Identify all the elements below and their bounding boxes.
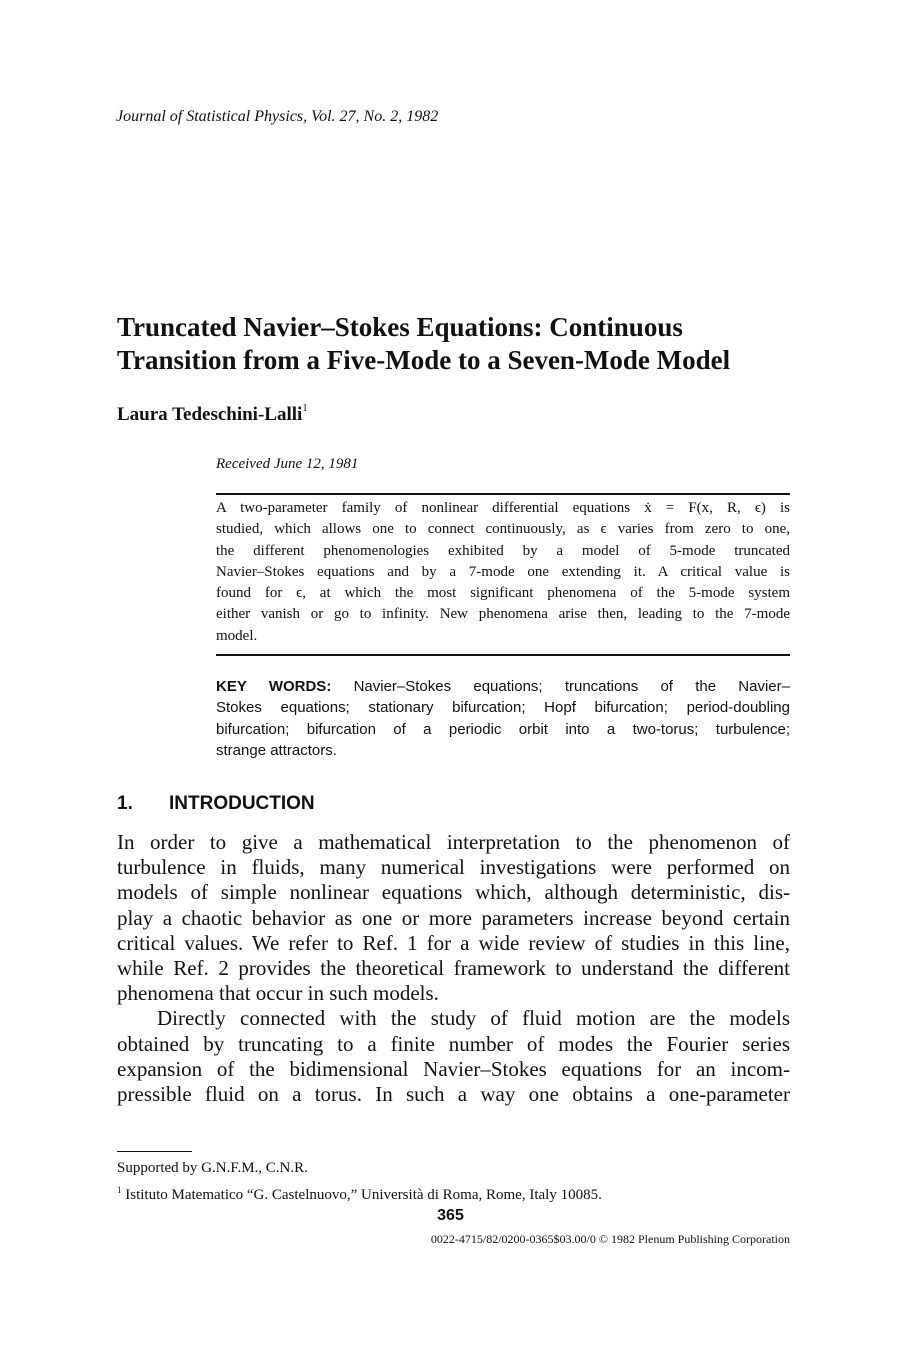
body-line: play a chaotic behavior as one or more parameters increase beyond certain (117, 905, 790, 930)
abstract-line: either vanish or go to infinity. New phenomena arise then, leading to the 7-mode (216, 606, 790, 623)
footnote-affiliation (117, 1181, 790, 1204)
abstract-top-rule (216, 493, 790, 495)
key-words-line: strange attractors. (216, 741, 337, 759)
body-text (117, 830, 790, 1107)
abstract (216, 498, 790, 647)
journal-header: Journal of Statistical Physics, Vol. 27, No. 2, 1982 (116, 108, 439, 125)
body-line: turbulence in fluids, many numerical investigations were performed on (117, 855, 790, 880)
abstract-line: the different phenomenologies exhibited by a model of 5-mode truncated (216, 542, 790, 559)
key-words-label: KEY WORDS: (216, 678, 332, 695)
page-number: 365 (437, 1207, 464, 1224)
abstract-line: model. (216, 627, 258, 644)
abstract-line: A two-parameter family of nonlinear differential equations ẋ = F(x, R, ϵ) is (216, 500, 790, 516)
author-affiliation-mark: 1 (302, 402, 308, 414)
body-line: while Ref. 2 provides the theoretical framework to understand the different (117, 956, 790, 981)
footnote-mark: 1 (117, 1185, 122, 1195)
key-words-line: Stokes equations; stationary bifurcation; Hopf bifurcation; period-doubling (216, 699, 790, 717)
body-line: critical values. We refer to Ref. 1 for a wide review of studies in this line, (117, 930, 790, 955)
title-line: Transition from a Five-Mode to a Seven-Mode Model (117, 345, 731, 375)
abstract-line: studied, which allows one to connect continuously, as ϵ varies from zero to one, (216, 521, 790, 538)
author-name (117, 402, 308, 426)
section-title: INTRODUCTION (169, 793, 315, 814)
title-line: Truncated Navier–Stokes Equations: Continuous (117, 312, 683, 342)
abstract-bottom-rule (216, 654, 790, 656)
key-words-text: Navier–Stokes equations; truncations of the Navier– (353, 678, 790, 695)
body-line: Directly connected with the study of fluid motion are the models (157, 1006, 790, 1031)
key-words-line: bifurcation; bifurcation of a periodic orbit into a two-torus; turbulence; (216, 720, 790, 738)
key-words-line (216, 676, 790, 697)
footnote-affiliation-text: Istituto Matematico “G. Castelnuovo,” Università di Roma, Rome, Italy 10085. (125, 1187, 602, 1203)
body-line: In order to give a mathematical interpretation to the phenomenon of (117, 830, 790, 854)
body-line: phenomena that occur in such models. (117, 981, 439, 1006)
paper-title (117, 311, 817, 377)
key-words (216, 676, 790, 761)
footnote-support: Supported by G.N.F.M., C.N.R. (117, 1160, 308, 1176)
body-line: expansion of the bidimensional Navier–Stokes equations for an incom- (117, 1056, 790, 1081)
copyright-line: 0022-4715/82/0200-0365$03.00/0 © 1982 Plenum Publishing Corporation (430, 1232, 790, 1246)
body-line: models of simple nonlinear equations which, although deterministic, dis- (117, 880, 790, 905)
abstract-line: found for ϵ, at which the most significant phenomena of the 5-mode system (216, 585, 790, 602)
body-line: pressible fluid on a torus. In such a way one obtains a one-parameter (117, 1082, 790, 1107)
received-date: Received June 12, 1981 (216, 456, 359, 472)
abstract-line: Navier–Stokes equations and by a 7-mode one extending it. A critical value is (216, 563, 790, 580)
author-name-text: Laura Tedeschini-Lalli (117, 404, 303, 425)
body-line: obtained by truncating to a finite number of modes the Fourier series (117, 1031, 790, 1056)
section-heading (117, 793, 315, 815)
section-number: 1. (117, 793, 133, 814)
footnote-rule (117, 1151, 192, 1152)
